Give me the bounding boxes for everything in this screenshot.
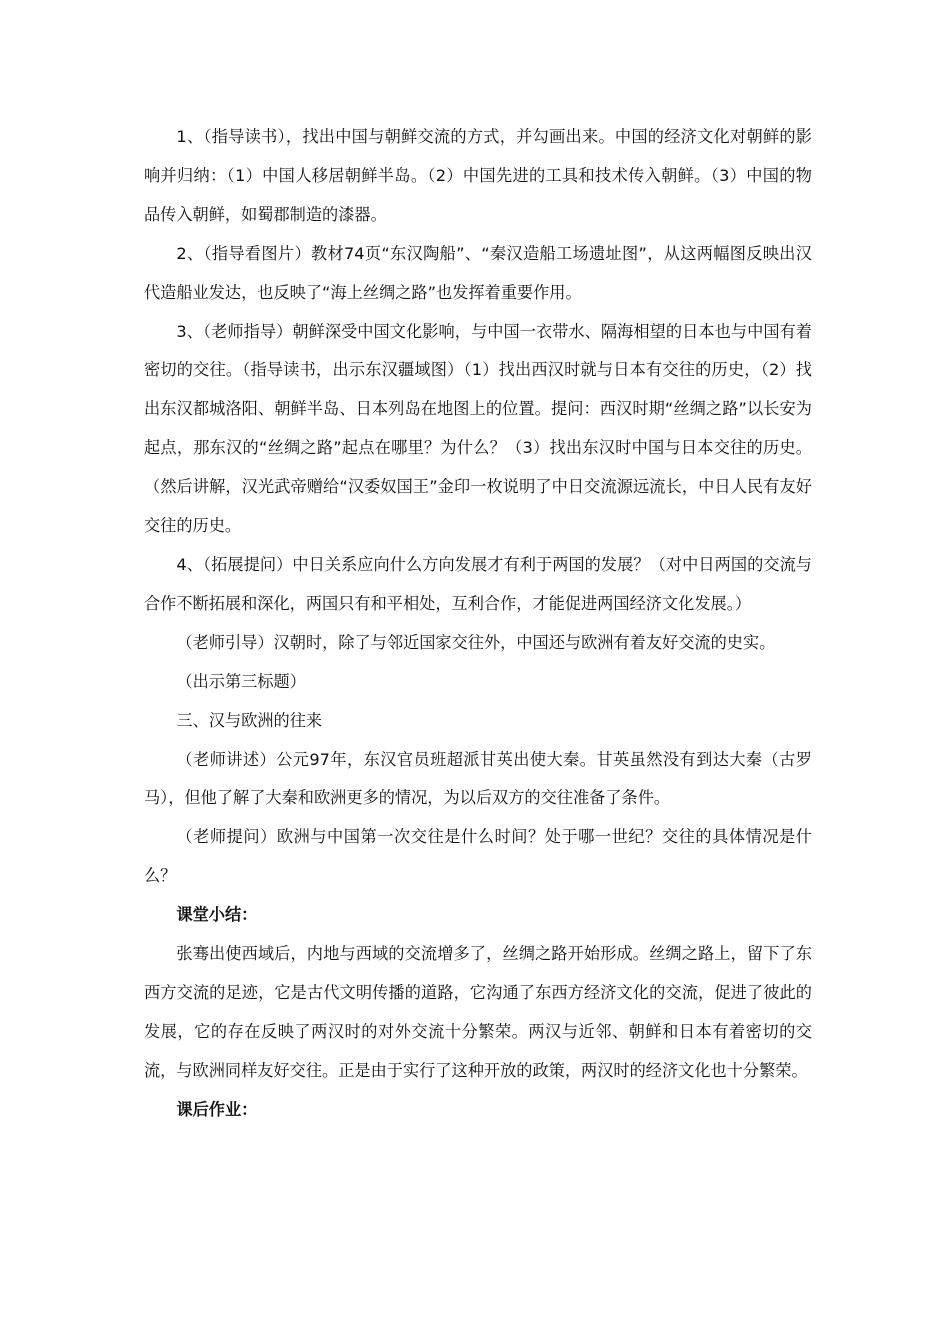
paragraph-third-heading-note: （出示第三标题）	[176, 671, 306, 691]
paragraph-china-japan-relations: 4、（拓展提问）中日关系应向什么方向发展才有利于两国的发展？（对中日两国的交流与合作不断拓展和深化，两国只有和平相处，互利合作，才能促进两国经济文化发展。）	[144, 554, 812, 613]
section-heading-europe: 三、汉与欧洲的往来	[176, 710, 323, 730]
paragraph-shipbuilding: 2、（指导看图片）教材74页“东汉陶船”、“秦汉造船工场遗址图”，从这两幅图反映出汉代造船业发达，也反映了“海上丝绸之路”也发挥着重要作用。	[144, 243, 812, 302]
heading-homework: 课后作业：	[176, 1099, 258, 1119]
document-body	[144, 118, 812, 1130]
paragraph-china-korea-exchange: 1、（指导读书），找出中国与朝鲜交流的方式，并勾画出来。中国的经济文化对朝鲜的影响并归纳：（1）中国人移居朝鲜半岛。（2）中国先进的工具和技术传入朝鲜。（3）中国的物品传入朝鲜，如蜀郡制造的漆器。	[144, 127, 812, 224]
paragraph-gan-ying: （老师讲述）公元97年，东汉官员班超派甘英出使大秦。甘英虽然没有到达大秦（古罗马），但他了解了大秦和欧洲更多的情况，为以后双方的交往准备了条件。	[144, 749, 812, 808]
heading-class-summary: 课堂小结：	[176, 905, 258, 925]
paragraph-teacher-guide: （老师引导）汉朝时，除了与邻近国家交往外，中国还与欧洲有着友好交流的史实。	[176, 632, 776, 652]
paragraph-summary: 张骞出使西域后，内地与西域的交流增多了，丝绸之路开始形成。丝绸之路上，留下了东西方交流的足迹，它是古代文明传播的道路，它沟通了东西方经济文化的交流，促进了彼此的发展，它的存在反映了两汉时的对外交流十分繁荣。两汉与近邻、朝鲜和日本有着密切的交流，与欧洲同样友好交往。正是由于实行了这种开放的政策，两汉时的经济文化也十分繁荣。	[144, 944, 812, 1080]
paragraph-teacher-question: （老师提问）欧洲与中国第一次交往是什么时间？处于哪一世纪？交往的具体情况是什么？	[144, 827, 812, 886]
paragraph-china-japan-exchange: 3、（老师指导）朝鲜深受中国文化影响，与中国一衣带水、隔海相望的日本也与中国有着密切的交往。（指导读书，出示东汉疆域图）（1）找出西汉时就与日本有交往的历史，（2）找出东汉都城洛阳、朝鲜半岛、日本列岛在地图上的位置。提问：西汉时期“丝绸之路”以长安为起点，那东汉的“丝绸之路”起点在哪里？为什么？（3）找出东汉时中国与日本交往的历史。（然后讲解，汉光武帝赠给“汉委奴国王”金印一枚说明了中日交流源远流长，中日人民有友好交往的历史。	[144, 321, 812, 536]
